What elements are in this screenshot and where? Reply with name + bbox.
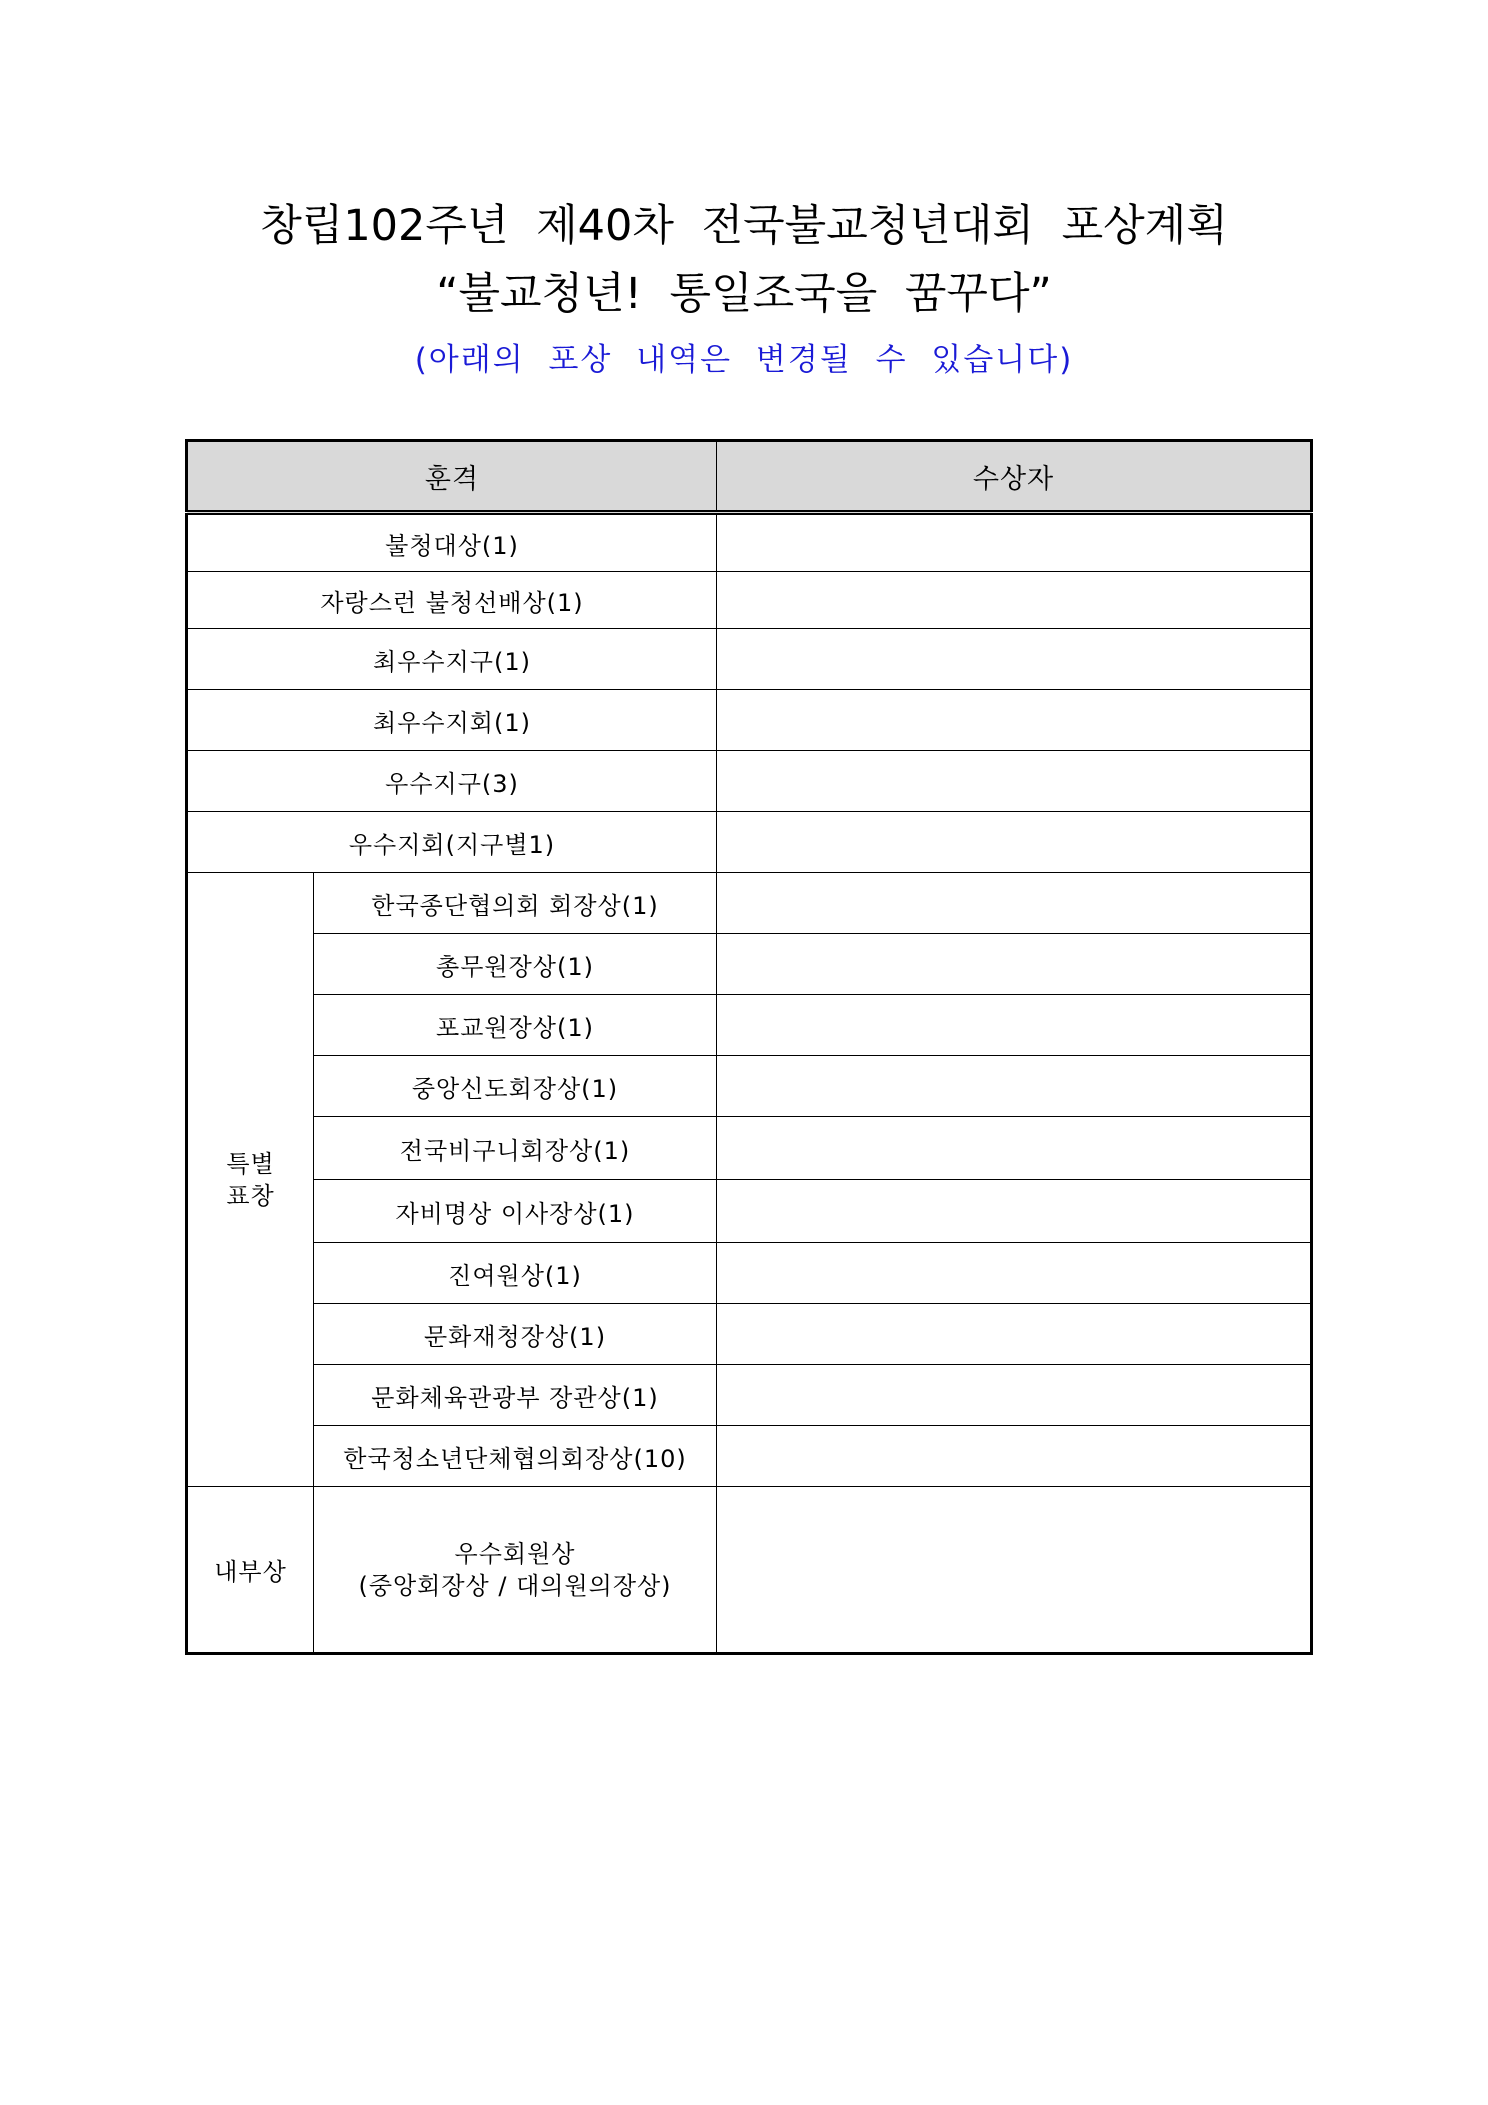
award-name: 최우수지회(1) [187,690,717,751]
award-name: 총무원장상(1) [314,934,717,995]
recipient-cell [717,934,1312,995]
internal-category: 내부상 [187,1487,314,1654]
table-row [187,1487,1312,1654]
table-row [187,934,1312,995]
recipient-cell [717,1426,1312,1487]
award-name: 한국청소년단체협의회장상(10) [314,1426,717,1487]
recipient-cell [717,572,1312,629]
award-name: 전국비구니회장상(1) [314,1117,717,1180]
recipient-cell [717,873,1312,934]
award-name: 문화재청장상(1) [314,1304,717,1365]
award-name: 한국종단협의회 회장상(1) [314,873,717,934]
recipient-cell [717,1365,1312,1426]
award-name: 중앙신도회장상(1) [314,1056,717,1117]
document-subtitle: “불교청년! 통일조국을 꿈꾸다” [436,269,1052,319]
internal-item-line2: (중앙회장상 / 대의원의장상) [358,1571,672,1600]
table-row [187,513,1312,572]
award-name: 문화체육관광부 장관상(1) [314,1365,717,1426]
award-name: 진여원상(1) [314,1243,717,1304]
table-row [187,1426,1312,1487]
award-table [185,439,1313,1655]
table-row [187,1243,1312,1304]
table-row [187,629,1312,690]
table-row [187,690,1312,751]
recipient-cell [717,812,1312,873]
internal-item-line1: 우수회원상 [454,1539,576,1568]
recipient-cell [717,751,1312,812]
recipient-cell [717,1180,1312,1243]
recipient-cell [717,513,1312,572]
table-row [187,1056,1312,1117]
document-title: 창립102주년 제40차 전국불교청년대회 포상계획 [260,201,1228,251]
award-name: 자랑스런 불청선배상(1) [187,572,717,629]
table-row [187,873,1312,934]
header-award: 훈격 [187,441,717,513]
table-row [187,1304,1312,1365]
table-row [187,995,1312,1056]
special-category [187,873,314,1487]
table-row [187,1365,1312,1426]
special-category-line1: 특별 [226,1149,275,1178]
recipient-cell [717,629,1312,690]
recipient-cell [717,1056,1312,1117]
recipient-cell [717,1243,1312,1304]
recipient-cell [717,1487,1312,1654]
award-name: 불청대상(1) [187,513,717,572]
recipient-cell [717,690,1312,751]
award-name: 자비명상 이사장상(1) [314,1180,717,1243]
award-name: 포교원장상(1) [314,995,717,1056]
special-category-line2: 표창 [226,1181,275,1210]
change-notice: (아래의 포상 내역은 변경될 수 있습니다) [414,342,1074,378]
award-name: 우수지구(3) [187,751,717,812]
recipient-cell [717,1304,1312,1365]
award-name: 우수지회(지구별1) [187,812,717,873]
table-row [187,751,1312,812]
table-row [187,1180,1312,1243]
recipient-cell [717,995,1312,1056]
award-name: 최우수지구(1) [187,629,717,690]
header-recipient: 수상자 [717,441,1312,513]
table-row [187,812,1312,873]
table-row [187,1117,1312,1180]
table-row [187,572,1312,629]
recipient-cell [717,1117,1312,1180]
award-name [314,1487,717,1654]
table-header-row [187,441,1312,513]
